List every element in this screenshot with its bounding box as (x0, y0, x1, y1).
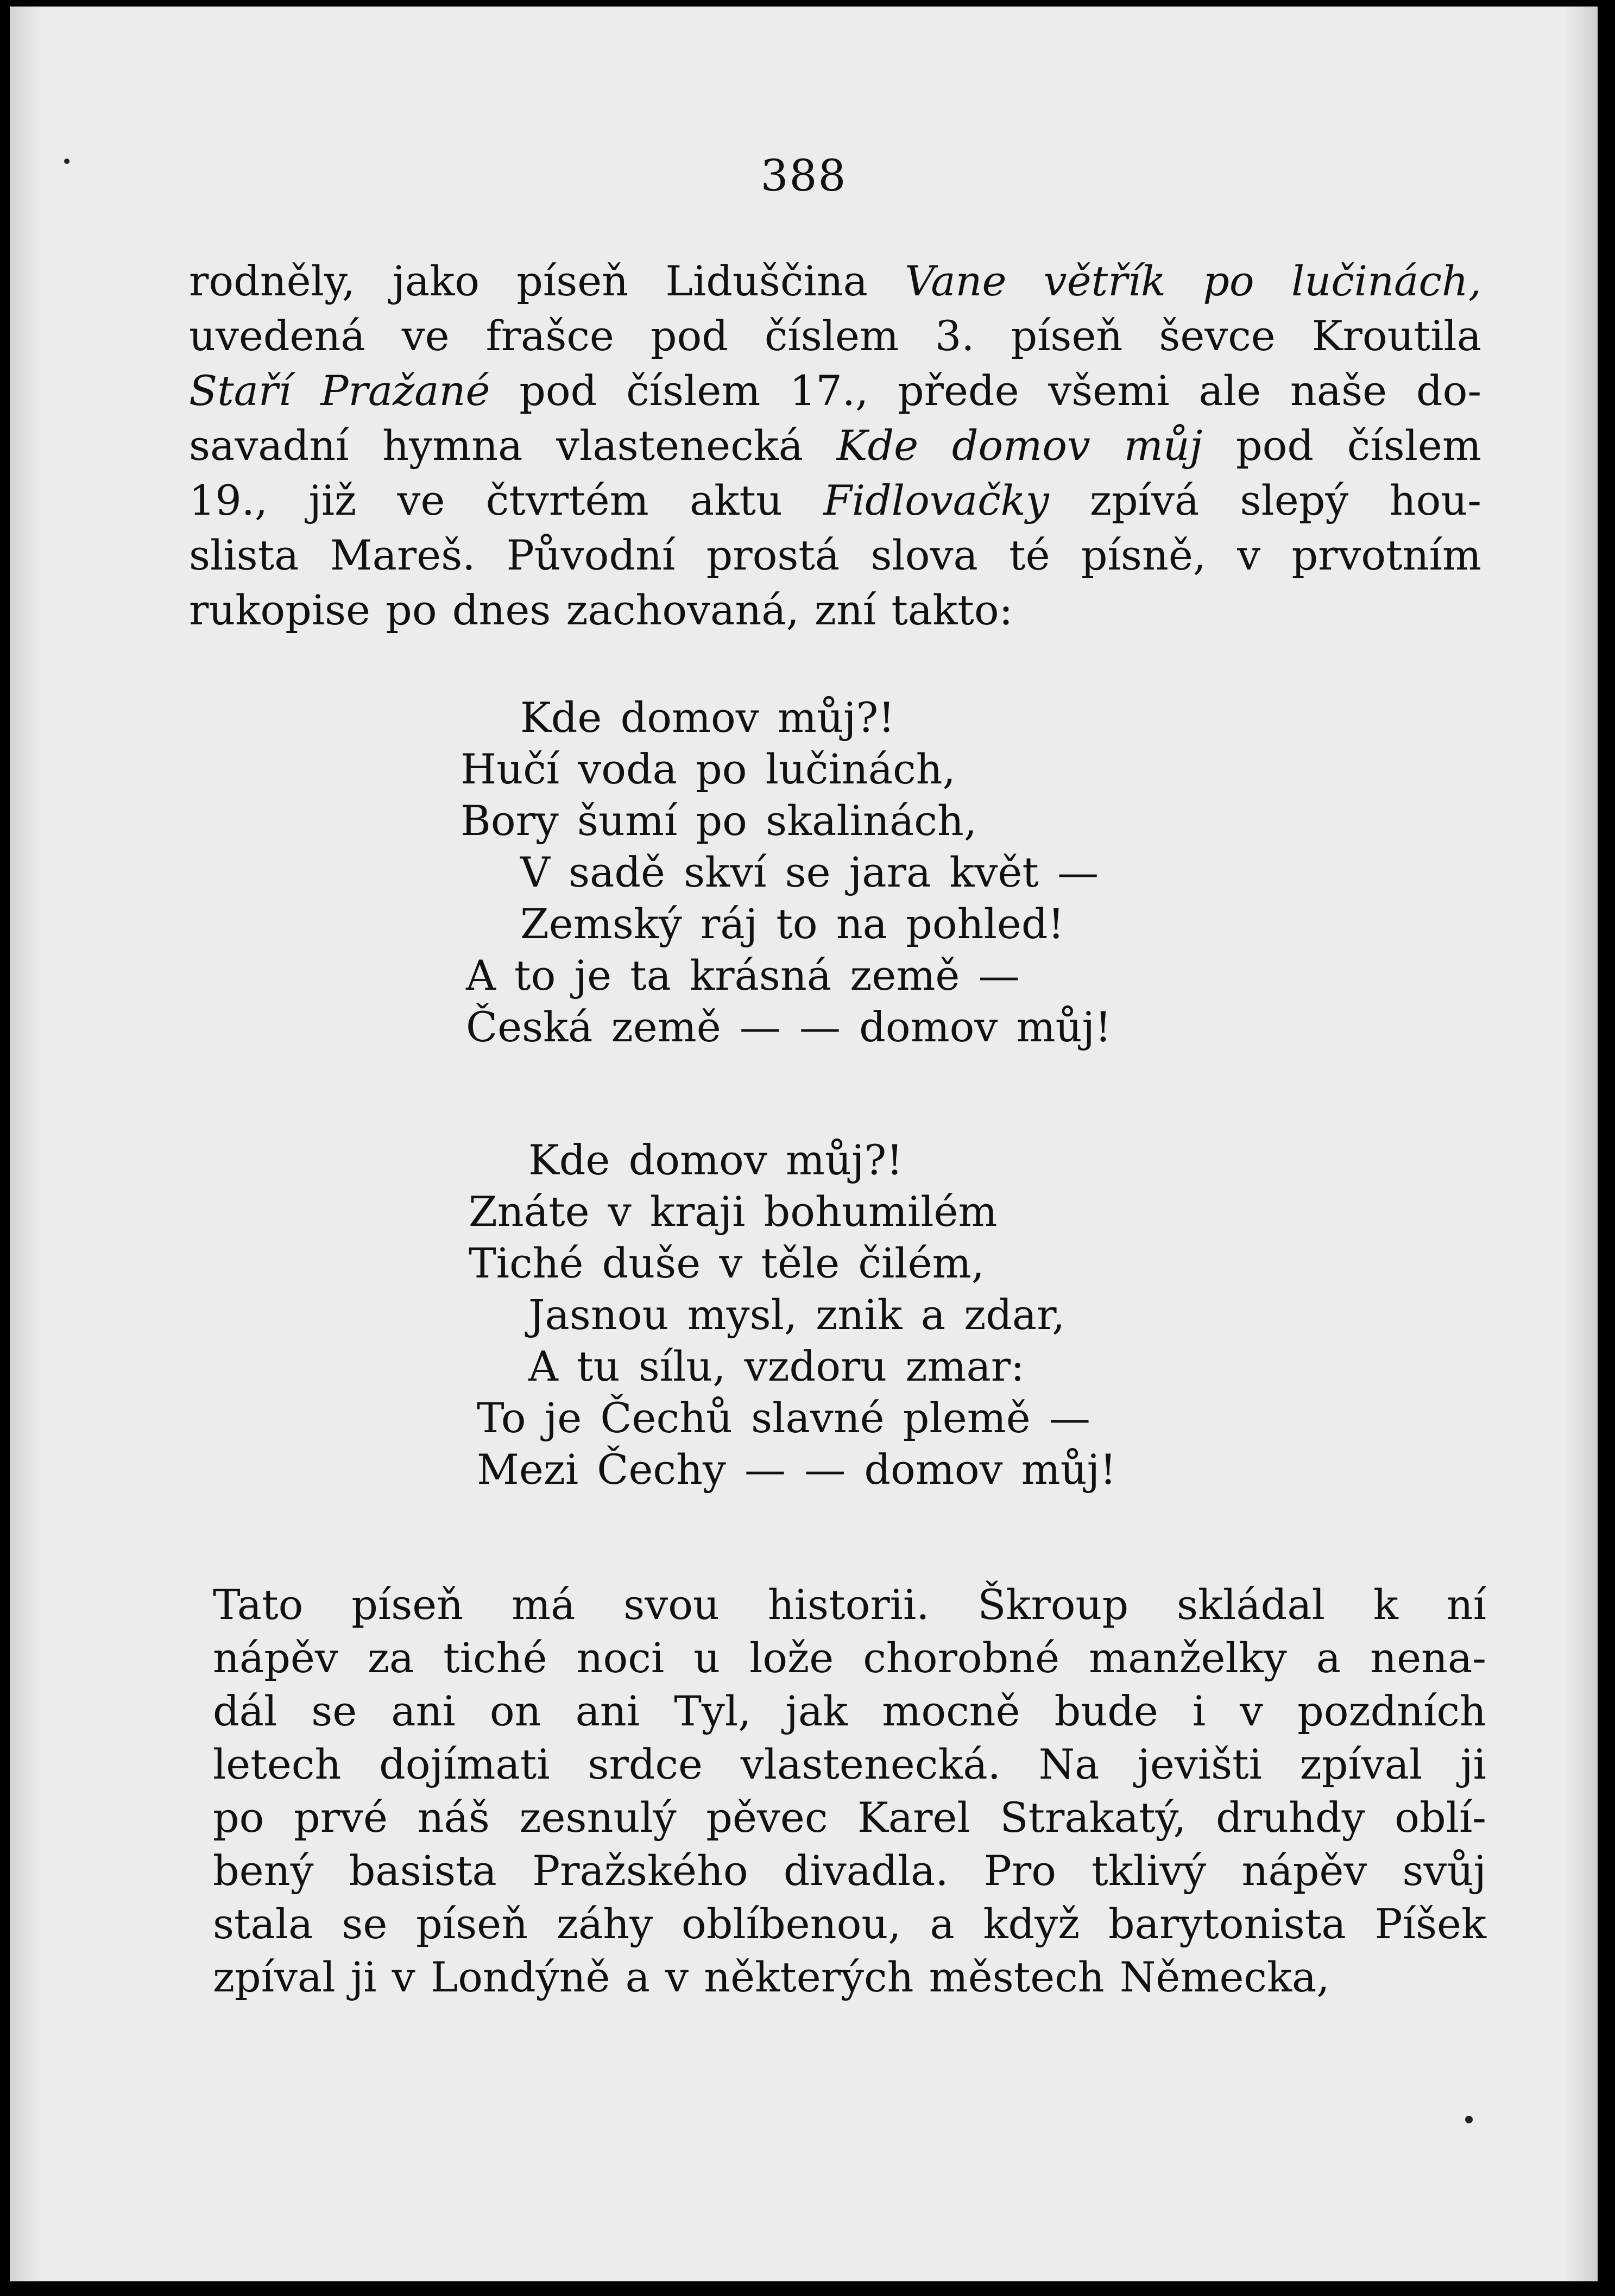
text-run: letech dojímati srdce vlastenecká. Na jevišti zpíval ji (213, 1740, 1486, 1788)
history-line (213, 1951, 1486, 2004)
intro-line (189, 528, 1481, 583)
history-line (213, 1738, 1486, 1791)
history-line (213, 1578, 1486, 1631)
intro-line (189, 583, 1481, 637)
poem-verse-line: Bory šumí po skalinách, (460, 796, 977, 845)
history-line (213, 1844, 1486, 1897)
poem-verse-line: A tu sílu, vzdoru zmar: (528, 1342, 1025, 1390)
text-run: pod číslem (1202, 421, 1481, 470)
text-run: nápěv za tiché noci u lože chorobné manželky a nena- (213, 1634, 1486, 1682)
poem-verse-line: Zemský ráj to na pohled! (520, 900, 1065, 948)
poem-verse-line: Jasnou mysl, znik a zdar, (528, 1291, 1065, 1339)
text-run: zpíval ji v Londýně a v některých městech Německa, (213, 1953, 1330, 2001)
poem-verse-line: A to je ta krásná země — (466, 951, 1020, 1000)
poem-verse-line: Kde domov můj?! (528, 1136, 903, 1184)
text-run: slista Mareš. Původní prostá slova té písně, v prvotním (189, 531, 1481, 579)
text-run: stala se píseň záhy oblíbenou, a když barytonista Píšek (213, 1900, 1486, 1948)
intro-line (189, 473, 1481, 528)
text-run: bený basista Pražského divadla. Pro tklivý nápěv svůj (213, 1846, 1486, 1895)
italic-title: Fidlovačky (823, 476, 1049, 524)
page-edge-shadow-right (1565, 7, 1598, 2281)
ink-speck (1465, 2116, 1473, 2123)
page-edge-shadow-left (10, 7, 42, 2281)
history-line (213, 1791, 1486, 1844)
text-run: po prvé náš zesnulý pěvec Karel Strakatý, druhdy oblí- (213, 1793, 1486, 1842)
text-run: zpívá slepý hou- (1049, 476, 1481, 524)
history-line (213, 1685, 1486, 1738)
paragraph-history (213, 1578, 1486, 2004)
history-line (213, 1897, 1486, 1951)
poem-verse-line: Hučí voda po lučinách, (460, 745, 956, 793)
poem-verse-line: To je Čechů slavné plemě — (477, 1394, 1090, 1442)
italic-title: Vane větřík po lučinách, (905, 257, 1482, 305)
history-line (213, 1631, 1486, 1685)
poem-verse-line: Mezi Čechy — — domov můj! (477, 1445, 1116, 1494)
poem-verse-line: V sadě skví se jara květ — (520, 848, 1099, 896)
intro-line (189, 254, 1481, 308)
text-run: 19., již ve čtvrtém aktu (189, 476, 824, 524)
text-run: uvedená ve frašce pod číslem 3. píseň ševce Kroutila (189, 312, 1481, 360)
poem-verse-line: Česká země — — domov můj! (466, 1003, 1112, 1051)
italic-title: Staří Pražané (189, 366, 490, 415)
italic-title: Kde domov můj (836, 421, 1203, 470)
intro-line (189, 308, 1481, 363)
text-run: pod číslem 17., přede všemi ale naše do- (490, 366, 1481, 415)
text-run: rodněly, jako píseň Liduščina (189, 257, 905, 305)
ink-speck (64, 159, 70, 164)
poem-verse-line: Tiché duše v těle čilém, (469, 1239, 985, 1287)
paragraph-intro (189, 254, 1481, 637)
text-run: rukopise po dnes zachovaná, zní takto: (189, 586, 1013, 634)
text-run: savadní hymna vlastenecká (189, 421, 837, 470)
intro-line (189, 363, 1481, 418)
intro-line (189, 418, 1481, 473)
book-page (10, 7, 1598, 2281)
poem-verse-line: Kde domov můj?! (520, 693, 895, 742)
text-run: Tato píseň má svou historii. Škroup skládal k ní (213, 1580, 1486, 1629)
page-number: 388 (760, 150, 847, 201)
text-run: dál se ani on ani Tyl, jak mocně bude i v pozdních (213, 1687, 1486, 1735)
poem-verse-line: Znáte v kraji bohumilém (469, 1187, 998, 1236)
